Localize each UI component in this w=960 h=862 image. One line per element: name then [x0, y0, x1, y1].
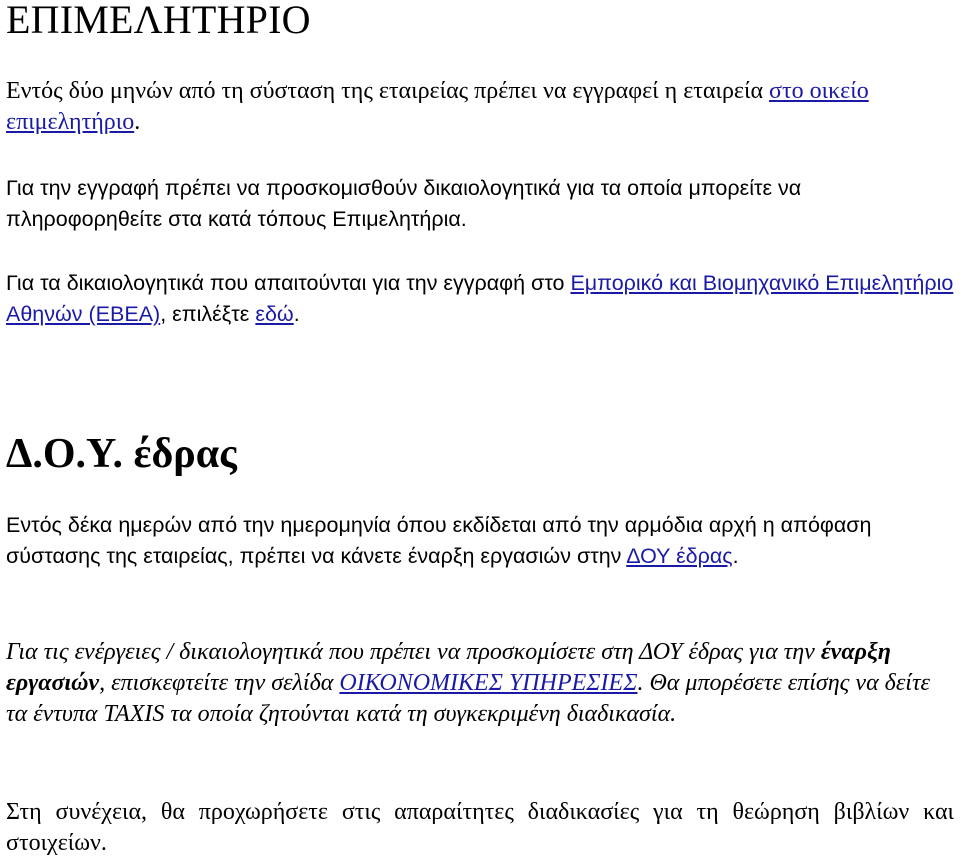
- paragraph-text-middle: , επιλέξτε: [160, 302, 256, 326]
- link-here[interactable]: εδώ: [255, 302, 294, 326]
- paragraph-books-certification: Στη συνέχεια, θα προχωρήσετε στις απαραίτητες διαδικασίες για τη θεώρηση βιβλίων και στοιχείων.: [6, 799, 954, 856]
- paragraph-text-end: . Θα μπορέσετε επίσης να δείτε τα έντυπα TAXIS τα οποία ζητούνται κατά τη συγκεκριμένη διαδικασία.: [6, 670, 930, 727]
- paragraph-text: Εντός δέκα ημερών από την ημερομηνία όπου εκδίδεται από την αρμόδια αρχή η απόφαση σύστασης της εταιρείας, πρέπει να κάνετε έναρξη εργασιών στην: [6, 513, 872, 568]
- paragraph-ebea: [6, 268, 954, 330]
- paragraph-text: Εντός δύο μηνών από τη σύσταση της εταιρείας πρέπει να εγγραφεί η εταιρεία: [6, 78, 770, 104]
- paragraph-text: Για τις ενέργειες / δικαιολογητικά που πρέπει να προσκομίσετε στη ΔΟΥ έδρας για την: [6, 639, 821, 665]
- paragraph-text: Για τα δικαιολογητικά που απαιτούνται για την εγγραφή στο: [6, 271, 571, 295]
- paragraph-text-end: .: [134, 109, 141, 135]
- paragraph-text-middle: , επισκεφτείτε την σελίδα: [99, 670, 340, 696]
- paragraph-text-end: .: [732, 544, 739, 568]
- paragraph-text-end: .: [293, 302, 300, 326]
- section-title-tax-office: Δ.Ο.Υ. έδρας: [6, 431, 237, 477]
- paragraph-chamber-documents: Για την εγγραφή πρέπει να προσκομισθούν δικαιολογητικά για τα οποία μπορείτε να πληροφορηθείτε στα κατά τόπους Επιμελητήρια.: [6, 176, 802, 231]
- link-local-chamber[interactable]: στο οικείο επιμελητήριο: [6, 78, 869, 135]
- paragraph-tax-office-actions: [6, 637, 954, 730]
- bold-business-start: έναρξη εργασιών: [6, 639, 891, 696]
- link-tax-office[interactable]: ΔΟΥ έδρας: [626, 544, 733, 568]
- link-tax-services[interactable]: ΟΙΚΟΝΟΜΙΚΕΣ ΥΠΗΡΕΣΙΕΣ: [339, 670, 638, 696]
- link-ebea[interactable]: Εμπορικό και Βιομηχανικό Επιμελητήριο Αθηνών (ΕΒΕΑ): [6, 271, 954, 326]
- section-title-chamber: ΕΠΙΜΕΛΗΤΗΡΙΟ: [6, 0, 311, 42]
- paragraph-chamber-registration: [6, 76, 954, 138]
- paragraph-tax-office-start: [6, 510, 954, 572]
